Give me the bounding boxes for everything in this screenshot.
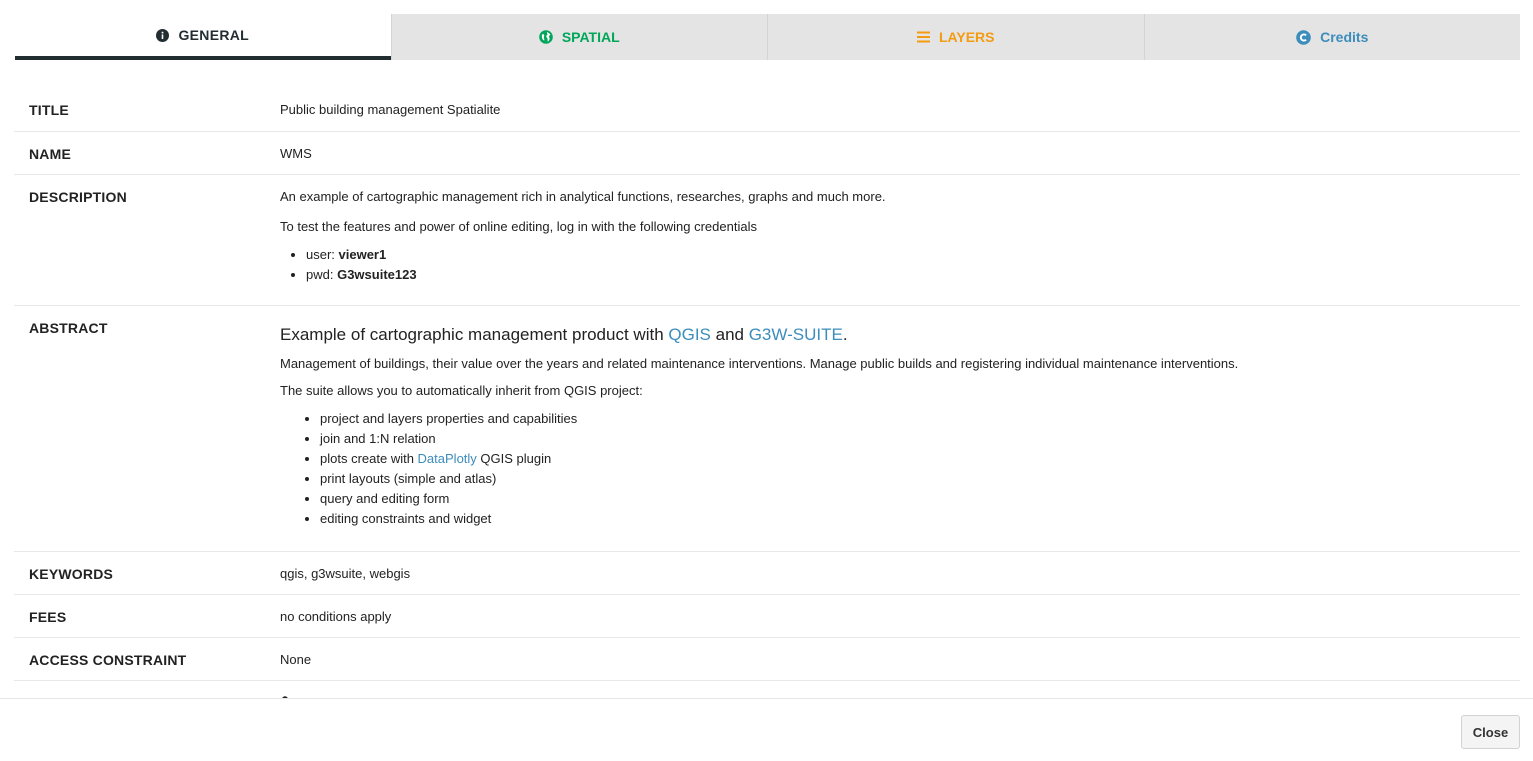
dataplotly-link[interactable]: DataPlotly [417, 451, 477, 466]
fees-label: FEES [29, 609, 67, 625]
list-item: • project and layers properties and capabilities [320, 409, 1520, 429]
abstract-label: ABSTRACT [29, 320, 108, 336]
tab-general[interactable] [15, 14, 391, 60]
credential-pwd-prefix: pwd: [306, 267, 338, 282]
tab-credits-label: Credits [1320, 29, 1369, 45]
keywords-label: KEYWORDS [29, 566, 114, 582]
abstract-para-2: The suite allows you to automatically inherit from QGIS project: [280, 383, 643, 398]
credential-pwd [306, 265, 1520, 285]
list-item [320, 449, 1520, 469]
credential-user-value: viewer1 [338, 247, 387, 262]
general-metadata-table[interactable] [14, 88, 1520, 698]
copyright-icon [1296, 30, 1311, 45]
abstract-para-1: Management of buildings, their value over the years and related maintenance interventions. Manage public builds and registering individual maintenance interventions. [280, 356, 1239, 371]
credential-user [306, 245, 1520, 265]
list-item-prefix: plots create with [320, 451, 418, 466]
abstract-heading [280, 324, 1520, 346]
fees-row [14, 595, 1520, 638]
description-value [280, 175, 1520, 305]
title-row [14, 88, 1520, 132]
info-icon [156, 29, 169, 42]
keywords-row [14, 552, 1520, 595]
name-label: NAME [29, 146, 72, 162]
description-line-2: To test the features and power of online editing, log in with the following credentials [280, 219, 757, 234]
list-icon [917, 31, 930, 43]
tab-bar [15, 14, 1520, 60]
tab-credits[interactable] [1144, 14, 1521, 60]
description-label: DESCRIPTION [29, 189, 127, 205]
credential-pwd-value: G3wsuite123 [337, 267, 417, 282]
access-constraint-label: ACCESS CONSTRAINT [29, 652, 187, 668]
access-constraint-value: None [280, 652, 312, 667]
tab-general-label: GENERAL [178, 27, 250, 43]
title-value: Public building management Spatialite [280, 102, 501, 117]
globe-icon [539, 30, 553, 44]
fees-value: no conditions apply [280, 609, 392, 624]
list-item: • editing constraints and widget [320, 509, 1520, 529]
list-item-suffix: QGIS plugin [476, 451, 552, 466]
tab-spatial-label: SPATIAL [561, 29, 620, 45]
abstract-row [14, 306, 1520, 552]
credential-user-prefix: user: [306, 247, 339, 262]
qgis-link[interactable]: QGIS [668, 325, 711, 344]
abstract-heading-and: and [710, 325, 749, 344]
description-line-1: An example of cartographic management rich in analytical functions, researches, graphs and much more. [280, 189, 886, 204]
list-item: • join and 1:N relation [320, 429, 1520, 449]
list-item: • print layouts (simple and atlas) [320, 469, 1520, 489]
tab-layers[interactable] [767, 14, 1144, 60]
contact-row-partial [14, 681, 1520, 698]
close-button[interactable]: Close [1461, 715, 1520, 749]
name-row [14, 132, 1520, 175]
title-label: TITLE [29, 102, 69, 118]
tab-spatial[interactable] [391, 14, 768, 60]
name-value: WMS [280, 146, 312, 161]
abstract-value [280, 306, 1520, 551]
credentials-list [280, 245, 1520, 285]
abstract-heading-text: Example of cartographic management product with [280, 325, 669, 344]
list-item: • query and editing form [320, 489, 1520, 509]
features-list [280, 409, 1520, 529]
abstract-heading-end: . [842, 325, 848, 344]
access-constraint-row [14, 638, 1520, 681]
contact-value-partial [14, 681, 296, 698]
g3w-suite-link[interactable]: G3W-SUITE [748, 325, 843, 344]
dialog-footer [0, 698, 1533, 761]
keywords-value: qgis, g3wsuite, webgis [280, 566, 411, 581]
description-row [14, 175, 1520, 306]
tab-layers-label: LAYERS [938, 29, 995, 45]
